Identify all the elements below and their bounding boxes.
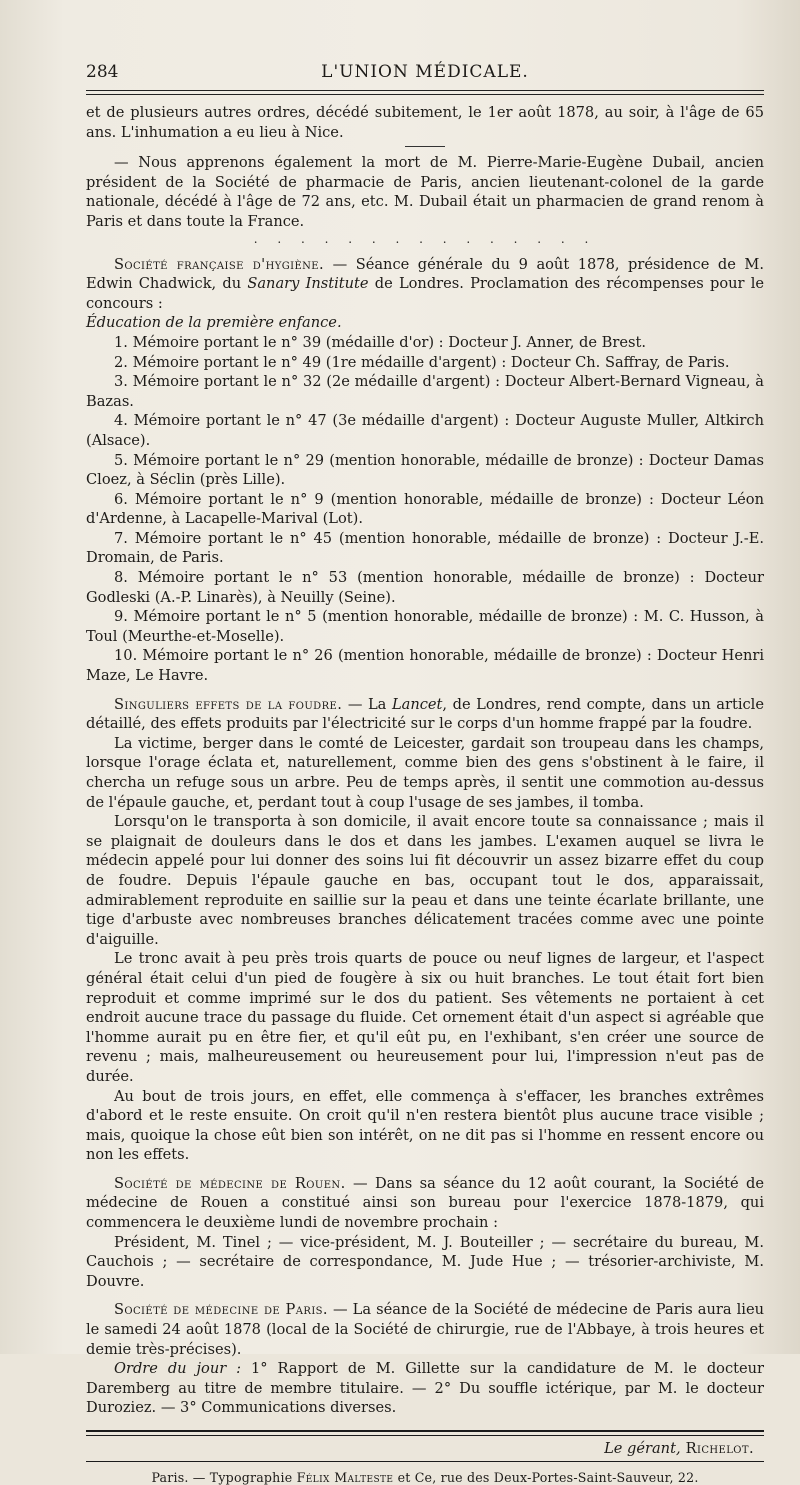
printer-imprint xyxy=(86,1470,764,1485)
hygiene-intro xyxy=(86,255,764,314)
award-item: 4. Mémoire portant le n° 47 (3e médaille d'argent) : Docteur Auguste Muller, Altkirch (Alsace). xyxy=(86,412,764,449)
necrology-paragraph-2: — Nous apprenons également la mort de M. Pierre-Marie-Eugène Dubail, ancien président de la Société de pharmacie de Paris, ancien lieutenant-colonel de la garde nationale, décédé à l'âge de 72 ans, etc. M. Dubail était un pharmacien de grand renom à Paris et dans toute la France. xyxy=(86,154,764,230)
hygiene-heading: Société française d'hygiène. xyxy=(114,255,325,273)
running-head xyxy=(86,62,764,84)
manager-signature xyxy=(86,1440,764,1457)
awards-list xyxy=(86,333,764,686)
agenda-text: 1° Rapport de M. Gillette sur la candidature de M. le docteur Daremberg au titre de membre titulaire. — 2° Du souffle ictérique, par M. le docteur Duroziez. — 3° Communications diverses. xyxy=(86,1360,764,1417)
imprint-text-a: Paris. — Typographie xyxy=(151,1470,297,1485)
lightning-paragraph-1: La victime, berger dans le comté de Leicester, gardait son troupeau dans les champs, lorsque l'orage éclata et, naturellement, comme bien des gens s'obstinent à le faire, il chercha un refuge sous un arbre. Peu de temps après, il sentit une commotion au-dessus de l'épaule gauche, et, perdant tout à coup l'usage de ses jambes, il tomba. xyxy=(86,734,764,811)
award-item: 10. Mémoire portant le n° 26 (mention honorable, médaille de bronze) : Docteur Henri Maze, Le Havre. xyxy=(86,647,764,685)
lightning-intro-a: — La xyxy=(342,695,392,713)
award-item: 5. Mémoire portant le n° 29 (mention honorable, médaille de bronze) : Docteur Damas Cloez, à Séclin (près Lille). xyxy=(86,451,764,489)
hygiene-intro-text-2: de Londres. Proclamation des récompenses pour le concours : xyxy=(86,275,765,312)
award-item: 1. Mémoire portant le n° 39 (médaille d'or) : Docteur J. Anner, de Brest. xyxy=(114,333,646,351)
paris-heading: Société de médecine de Paris. xyxy=(114,1301,328,1319)
imprint-rule xyxy=(86,1461,764,1462)
header-rule xyxy=(86,90,764,95)
lightning-paragraph-4: Au bout de trois jours, en effet, elle commença à s'effacer, les branches extrêmes d'abord et le reste ensuite. On croit qu'il n'en restera bientôt plus aucune trace visible ; mais, quoique la chose eût bien son intérêt, on ne dit pas si l'homme en ressent encore ou non les effets. xyxy=(86,1087,764,1164)
paris-intro-text: — La séance de la Société de médecine de Paris aura lieu le samedi 24 août 1878 (local de la Société de chirurgie, rue de l'Abbaye, à trois heures et demie très-précises). xyxy=(86,1301,764,1358)
paris-agenda xyxy=(86,1359,764,1418)
award-item: 2. Mémoire portant le n° 49 (1re médaille d'argent) : Docteur Ch. Saffray, de Paris. xyxy=(114,353,730,371)
agenda-label: Ordre du jour : xyxy=(114,1360,242,1378)
lightning-paragraph-2: Lorsqu'on le transporta à son domicile, il avait encore toute sa connaissance ; mais il se plaignait de douleurs dans le dos et dans les jambes. L'examen auquel se livra le médecin appelé pour lui donner des soins lui fit découvrir un assez bizarre effet du coup de foudre. Depuis l'épaule gauche en bas, occupant tout le dos, apparaissait, admirablement reproduite en saillie sur la peau et dans une teinte écarlate brillante, une tige d'arbuste avec nombreuses branches délicatement tracées comme avec une pointe d'aiguille. xyxy=(86,813,764,948)
short-separator xyxy=(405,146,445,147)
lightning-intro xyxy=(86,695,764,734)
rouen-intro-text: — Dans sa séance du 12 août courant, la Société de médecine de Rouen a constitué ainsi son bureau pour l'exercice 1878-1879, qui commencera le deuxième lundi de novembre prochain : xyxy=(86,1174,764,1232)
page-number: 284 xyxy=(86,62,119,82)
hygiene-intro-text: — Séance générale du 9 août 1878, présidence de M. Edwin Chadwick, du xyxy=(86,255,764,293)
printer-name: Félix Malteste xyxy=(296,1470,394,1485)
necrology-paragraph-1: et de plusieurs autres ordres, décédé subitement, le 1er août 1878, au soir, à l'âge de 65 ans. L'inhumation a eu lieu à Nice. xyxy=(86,104,764,141)
award-item: 9. Mémoire portant le n° 5 (mention honorable, médaille de bronze) : M. C. Husson, à Toul (Meurthe-et-Moselle). xyxy=(86,608,764,645)
rouen-officers: Président, M. Tinel ; — vice-président, M. J. Bouteiller ; — secrétaire du bureau, M. Cauchois ; — secrétaire de correspondance, M. Jude Hue ; — trésorier-archiviste, M. Douvre. xyxy=(86,1233,764,1290)
award-item: 7. Mémoire portant le n° 45 (mention honorable, médaille de bronze) : Docteur J.-E. Dromain, de Paris. xyxy=(86,529,764,567)
hygiene-subject xyxy=(86,313,764,333)
paris-intro xyxy=(86,1300,764,1359)
award-item: 8. Mémoire portant le n° 53 (mention honorable, médaille de bronze) : Docteur Godleski (A.-P. Linarès), à Neuilly (Seine). xyxy=(86,569,764,606)
lancet-title: Lancet xyxy=(391,695,443,713)
manager-label: Le gérant, xyxy=(604,1440,681,1457)
award-item: 3. Mémoire portant le n° 32 (2e médaille d'argent) : Docteur Albert-Bernard Vigneau, à Bazas. xyxy=(86,373,764,410)
lightning-heading: Singuliers effets de la foudre. xyxy=(114,695,343,713)
running-title: L'UNION MÉDICALE. xyxy=(321,62,529,82)
award-item: 6. Mémoire portant le n° 9 (mention honorable, médaille de bronze) : Docteur Léon d'Ardenne, à Lacapelle-Marival (Lot). xyxy=(86,490,764,528)
sanary-institute: Sanary Institute xyxy=(247,275,369,293)
rouen-heading: Société de médecine de Rouen. xyxy=(114,1174,346,1192)
dotted-separator: . . . . . . . . . . . . . . . xyxy=(253,231,597,246)
lightning-paragraph-3: Le tronc avait à peu près trois quarts de pouce ou neuf lignes de largeur, et l'aspect général était celui d'un pied de fougère à six ou huit branches. Le tout était fort bien reproduit et comme imprimé sur le dos du patient. Ses vêtements ne portaient à cet endroit aucune trace du passage du fluide. Cet ornement était d'un aspect si agréable que l'homme aurait pu en être fier, et qu'il eût pu, en l'exhibant, s'en créer une source de revenu ; mais, malheureusement ou heureusement pour lui, l'impression n'eut pas de durée. xyxy=(86,950,764,1085)
page-body xyxy=(86,103,764,1485)
imprint-text-b: et Ce, rue des Deux-Portes-Saint-Sauveur, 22. xyxy=(393,1470,699,1485)
rouen-intro xyxy=(86,1174,764,1233)
lightning-intro-b: , de Londres, rend compte, dans un article détaillé, des effets produits par l'électricité sur le corps d'un homme frappé par la foudre. xyxy=(86,695,764,733)
footer-rule xyxy=(86,1430,764,1436)
manager-name: Richelot. xyxy=(680,1440,754,1457)
hygiene-subject-text: Éducation de la première enfance. xyxy=(86,314,342,332)
